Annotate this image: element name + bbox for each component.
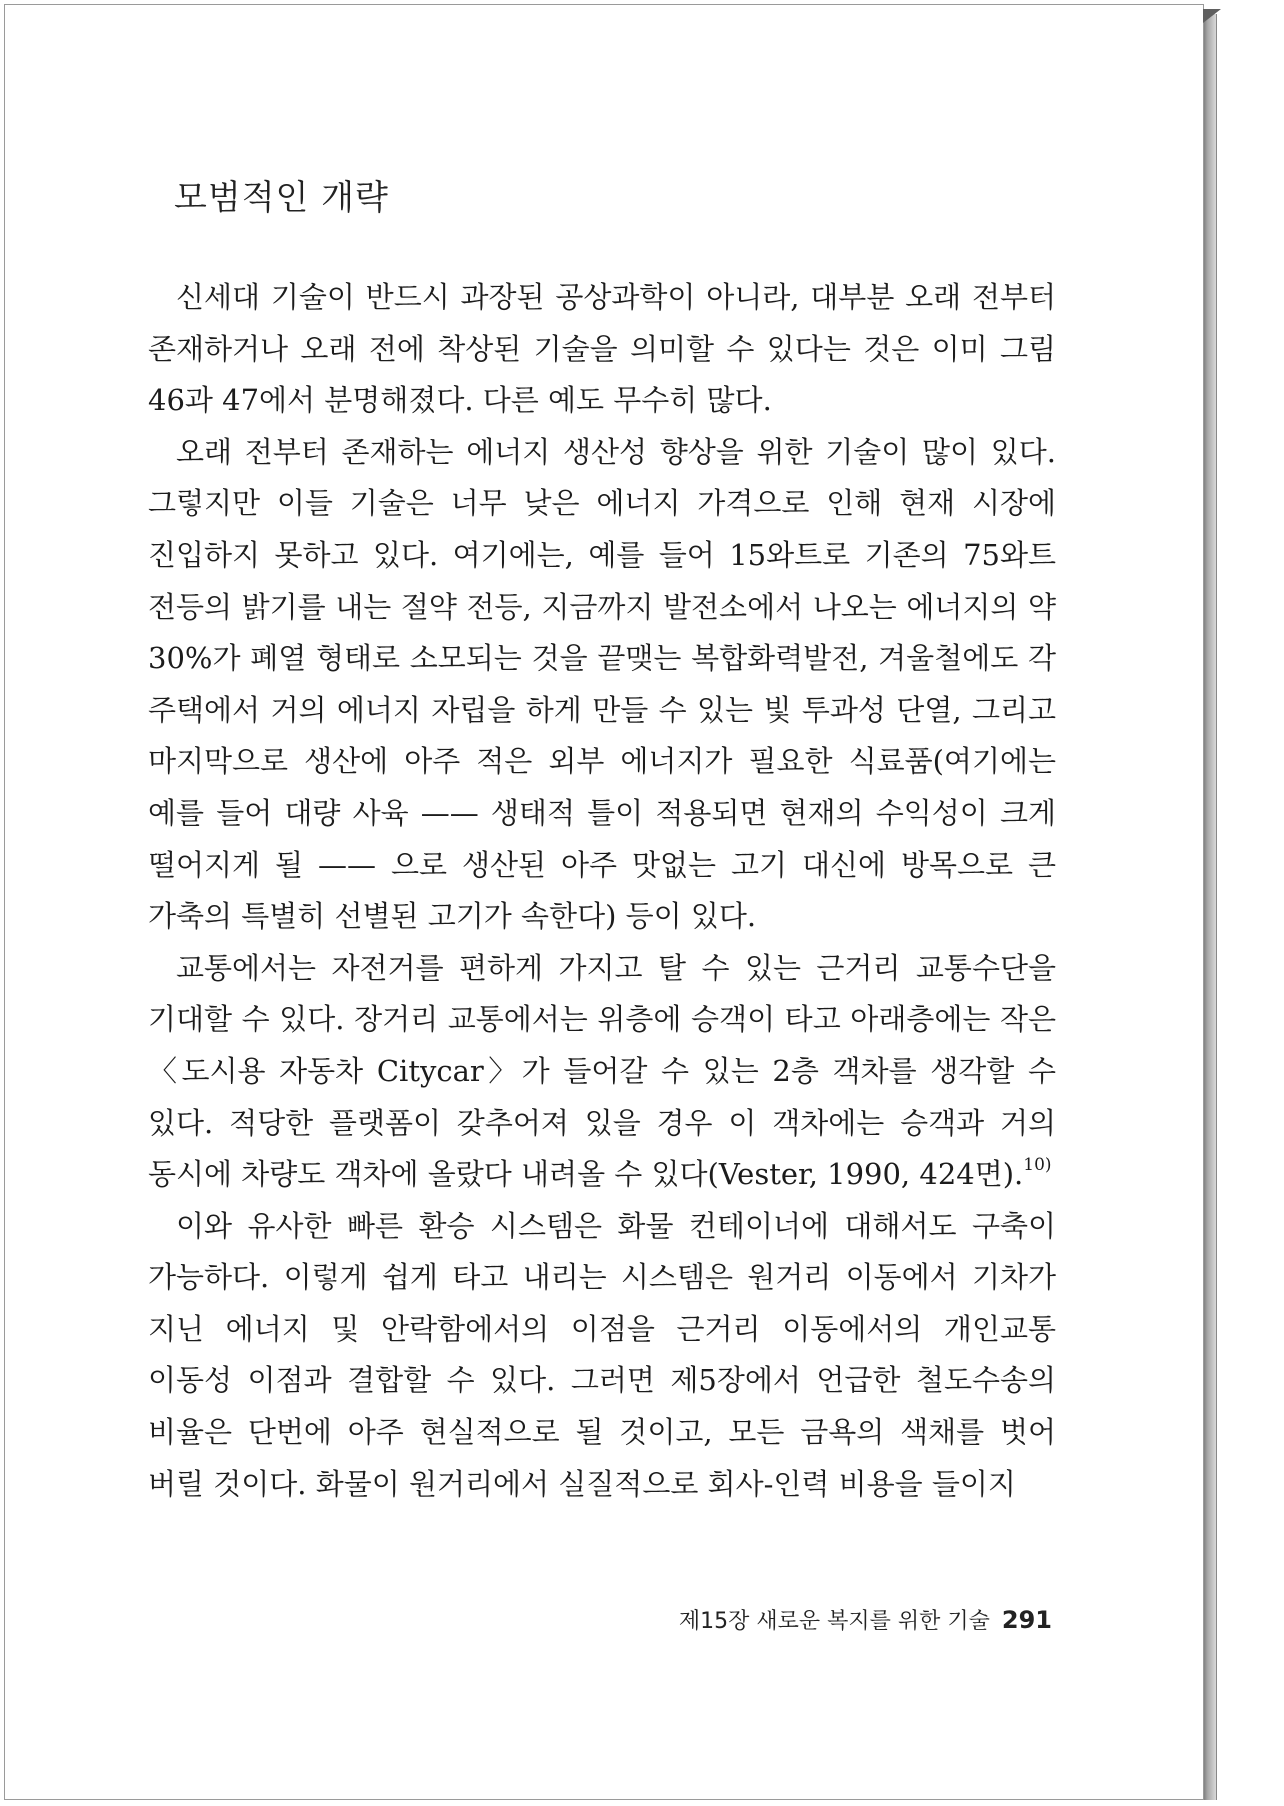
- paragraph-text: 오래 전부터 존재하는 에너지 생산성 향상을 위한 기술이 많이 있다. 그렇지만 이들 기술은 너무 낮은 에너지 가격으로 인해 현재 시장에 진입하지 못하고 있다. 여기에는, 예를 들어 15와트로 기존의 75와트 전등의 밝기를 내는 절약 전등, 지금까지 발전소에서 나오는 에너지의 약 30%가 폐열 형태로 소모되는 것을 끝맺는 복합화력발전, 겨울철에도 각 주택에서 거의 에너지 자립을 하게 만들 수 있는 빛 투과성 단열, 그리고 마지막으로 생산에 아주 적은 외부 에너지가 필요한 식료품(여기에는 예를 들어 대량 사육 —— 생태적 틀이 적용되면 현재의 수익성이 크게 떨어지게 될 —— 으로 생산된 아주 맛없는 고기 대신에 방목으로 큰 가축의 특별히 선별된 고기가 속한다) 등이 있다.: [148, 434, 1056, 934]
- paragraph-text: 신세대 기술이 반드시 과장된 공상과학이 아니라, 대부분 오래 전부터 존재하거나 오래 전에 착상된 기술을 의미할 수 있다는 것은 이미 그림 46과 47에서 분명해졌다. 다른 예도 무수히 많다.: [148, 280, 1056, 418]
- page-edge-shadow: [1202, 14, 1217, 1800]
- body-text: [148, 272, 1056, 1510]
- footnote-marker: 10): [1023, 1155, 1052, 1176]
- paragraph-text: 이와 유사한 빠른 환승 시스템은 화물 컨테이너에 대해서도 구축이 가능하다. 이렇게 쉽게 타고 내리는 시스템은 원거리 이동에서 기차가 지닌 에너지 및 안락함에서의 이점을 근거리 이동에서의 개인교통 이동성 이점과 결합할 수 있다. 그러면 제5장에서 언급한 철도수송의 비율은 단번에 아주 현실적으로 될 것이고, 모든 금욕의 색채를 벗어 버릴 것이다. 화물이 원거리에서 실질적으로 회사-인력 비용을 들이지: [148, 1208, 1056, 1501]
- section-title: 모범적인 개략: [174, 178, 389, 218]
- paragraph-3: [148, 943, 1056, 1201]
- paragraph-2: [148, 427, 1056, 943]
- paragraph-1: [148, 272, 1056, 427]
- page-number: 291: [1001, 1606, 1052, 1634]
- running-footer: [679, 1604, 1052, 1635]
- page-corner-fold: [1203, 9, 1221, 23]
- footer-chapter-title: 제15장 새로운 복지를 위한 기술: [678, 1609, 990, 1634]
- paragraph-text: 교통에서는 자전거를 편하게 가지고 탈 수 있는 근거리 교통수단을 기대할 수 있다. 장거리 교통에서는 위층에 승객이 타고 아래층에는 작은 〈도시용 자동차 Citycar〉가 들어갈 수 있는 2층 객차를 생각할 수 있다. 적당한 플랫폼이 갖추어져 있을 경우 이 객차에는 승객과 거의 동시에 차량도 객차에 올랐다 내려올 수 있다(Vester, 1990, 424면).: [148, 950, 1056, 1192]
- paragraph-4: [148, 1201, 1056, 1511]
